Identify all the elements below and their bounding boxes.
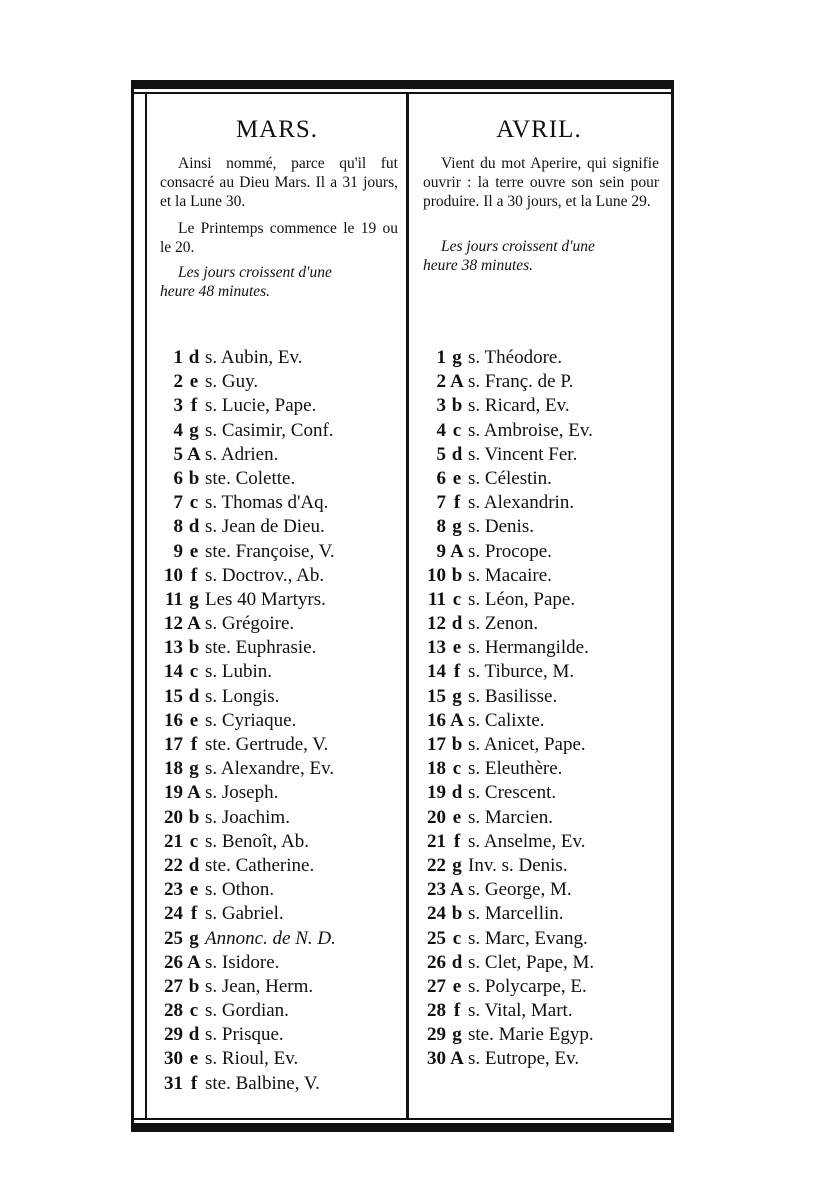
- saint-name: s. Basilisse.: [468, 685, 558, 707]
- calendar-day-row: [150, 709, 404, 733]
- calendar-day-row: [150, 757, 404, 781]
- calendar-day-row: [413, 612, 665, 636]
- saint-name: ste. Françoise, V.: [205, 540, 335, 562]
- march-daylength-line1: Les jours croissent d'une: [178, 264, 332, 281]
- dominical-letter: b: [188, 806, 200, 828]
- calendar-day-row: [413, 540, 665, 564]
- dominical-letter: b: [451, 734, 463, 755]
- calendar-day-row: [150, 806, 404, 830]
- calendar-day-row: [150, 515, 404, 539]
- day-number: 5: [173, 443, 183, 465]
- dominical-letter: f: [453, 1000, 461, 1022]
- saint-name: Annonc. de N. D.: [205, 927, 336, 949]
- saint-name: s. Hermangilde.: [468, 637, 589, 659]
- day-number: 23: [427, 879, 446, 901]
- saint-name: s. Thomas d'Aq.: [205, 492, 329, 514]
- day-number: 24: [164, 903, 183, 925]
- day-number: 6: [436, 467, 446, 489]
- day-number: 16: [427, 709, 446, 731]
- saint-name: s. Lucie, Pape.: [205, 395, 317, 417]
- day-number: 30: [164, 1048, 183, 1070]
- day-number: 22: [164, 854, 183, 876]
- dominical-letter: d: [451, 613, 463, 635]
- dominical-letter: g: [452, 685, 462, 707]
- day-number: 26: [164, 951, 183, 973]
- day-number: 11: [165, 588, 183, 610]
- calendar-day-row: [150, 1023, 404, 1047]
- dominical-letter: b: [451, 564, 463, 586]
- calendar-day-row: [150, 830, 404, 854]
- saint-name: s. Marc, Evang.: [468, 927, 588, 949]
- saint-name: ste. Gertrude, V.: [205, 734, 329, 755]
- day-number: 23: [164, 879, 183, 901]
- day-number: 8: [436, 516, 446, 538]
- calendar-day-row: [150, 999, 404, 1023]
- day-number: 20: [164, 806, 183, 828]
- day-number: 10: [427, 564, 446, 586]
- day-number: 26: [427, 951, 446, 973]
- dominical-letter: A: [450, 540, 464, 562]
- saint-name: s. Prisque.: [205, 1024, 284, 1046]
- month-title-april: AVRIL.: [496, 116, 582, 143]
- calendar-day-row: [413, 830, 665, 854]
- calendar-day-row: [413, 927, 665, 951]
- calendar-day-row: [413, 685, 665, 709]
- day-number: 15: [427, 685, 446, 707]
- dominical-letter: c: [189, 492, 199, 514]
- calendar-day-row: [413, 951, 665, 975]
- day-number: 25: [427, 927, 446, 949]
- day-number: 9: [173, 540, 183, 562]
- saint-name: s. Vincent Fer.: [468, 443, 578, 465]
- dominical-letter: A: [187, 951, 201, 973]
- saint-name: s. George, M.: [468, 879, 572, 901]
- calendar-day-row: [150, 467, 404, 491]
- calendar-day-row: [150, 491, 404, 515]
- calendar-day-row: [413, 491, 665, 515]
- day-number: 7: [173, 492, 183, 514]
- day-number: 4: [173, 419, 183, 441]
- dominical-letter: b: [188, 637, 200, 659]
- day-number: 4: [436, 419, 446, 441]
- dominical-letter: e: [189, 540, 199, 562]
- day-number: 19: [164, 782, 183, 804]
- day-number: 8: [173, 516, 183, 538]
- saint-name: s. Franç. de P.: [468, 371, 574, 393]
- saint-name: s. Adrien.: [205, 443, 279, 465]
- calendar-day-row: [413, 999, 665, 1023]
- calendar-day-row: [413, 346, 665, 370]
- saint-name: Inv. s. Denis.: [468, 854, 568, 876]
- saint-name: s. Eutrope, Ev.: [468, 1048, 580, 1070]
- day-number: 21: [427, 830, 446, 852]
- day-number: 20: [427, 806, 446, 828]
- day-number: 1: [436, 347, 446, 368]
- saint-name: s. Cyriaque.: [205, 709, 297, 731]
- saint-name: s. Anselme, Ev.: [468, 830, 586, 852]
- saint-name: s. Jean de Dieu.: [205, 516, 325, 538]
- saint-name: s. Gabriel.: [205, 903, 284, 925]
- calendar-day-row: [150, 394, 404, 418]
- day-number: 19: [427, 782, 446, 804]
- saint-name: s. Marcellin.: [468, 903, 564, 925]
- day-number: 30: [427, 1048, 446, 1070]
- saint-name: ste. Balbine, V.: [205, 1072, 320, 1094]
- calendar-day-row: [150, 636, 404, 660]
- calendar-day-row: [150, 612, 404, 636]
- calendar-day-row: [413, 1047, 665, 1071]
- saint-name: s. Benoît, Ab.: [205, 830, 309, 852]
- march-intro: [150, 154, 404, 257]
- day-number: 5: [436, 443, 446, 465]
- dominical-letter: g: [452, 516, 462, 538]
- day-number: 22: [427, 854, 446, 876]
- april-daylength-line2: heure 38 minutes.: [423, 257, 534, 274]
- saint-name: s. Macaire.: [468, 564, 552, 586]
- saint-name: s. Calixte.: [468, 709, 545, 731]
- saint-name: s. Grégoire.: [205, 613, 295, 635]
- calendar-day-row: [413, 588, 665, 612]
- dominical-letter: f: [190, 395, 198, 417]
- dominical-letter: d: [451, 443, 463, 465]
- dominical-letter: b: [188, 975, 200, 997]
- saint-name: s. Polycarpe, E.: [468, 975, 587, 997]
- day-number: 16: [164, 709, 183, 731]
- dominical-letter: g: [452, 854, 462, 876]
- dominical-letter: e: [452, 975, 462, 997]
- day-number: 13: [427, 637, 446, 659]
- month-title-march: MARS.: [235, 116, 319, 143]
- april-intro: [413, 154, 665, 211]
- day-number: 11: [428, 588, 446, 610]
- saint-name: s. Alexandrin.: [468, 492, 575, 514]
- dominical-letter: c: [189, 830, 199, 852]
- saint-name: s. Jean, Herm.: [205, 975, 314, 997]
- dominical-letter: e: [189, 371, 199, 393]
- saint-name: s. Crescent.: [468, 782, 557, 804]
- day-number: 27: [164, 975, 183, 997]
- april-days-list: [413, 346, 665, 1072]
- saint-name: s. Clet, Pape, M.: [468, 951, 595, 973]
- calendar-day-row: [150, 564, 404, 588]
- saint-name: Les 40 Martyrs.: [205, 588, 326, 610]
- day-number: 15: [164, 685, 183, 707]
- inner-left-rule: [145, 94, 147, 1118]
- calendar-day-row: [150, 951, 404, 975]
- day-number: 18: [164, 758, 183, 780]
- day-number: 10: [164, 564, 183, 586]
- calendar-day-row: [413, 467, 665, 491]
- calendar-day-row: [150, 975, 404, 999]
- saint-name: ste. Marie Egyp.: [468, 1024, 594, 1046]
- dominical-letter: c: [189, 1000, 199, 1022]
- day-number: 14: [427, 661, 446, 683]
- dominical-letter: g: [452, 347, 462, 368]
- dominical-letter: c: [189, 661, 199, 683]
- calendar-day-row: [150, 854, 404, 878]
- saint-name: s. Isidore.: [205, 951, 280, 973]
- april-daylength: [413, 237, 665, 275]
- calendar-day-row: [413, 564, 665, 588]
- day-number: 2: [436, 371, 446, 393]
- dominical-letter: g: [189, 419, 199, 441]
- day-number: 27: [427, 975, 446, 997]
- saint-name: s. Longis.: [205, 685, 280, 707]
- april-daylength-line1: Les jours croissent d'une: [441, 238, 595, 255]
- dominical-letter: A: [450, 879, 464, 901]
- calendar-day-row: [150, 660, 404, 684]
- dominical-letter: d: [451, 951, 463, 973]
- day-number: 28: [164, 1000, 183, 1022]
- dominical-letter: c: [452, 588, 462, 610]
- dominical-letter: b: [451, 903, 463, 925]
- dominical-letter: f: [190, 564, 198, 586]
- calendar-day-row: [413, 757, 665, 781]
- saint-name: s. Joseph.: [205, 782, 279, 804]
- calendar-day-row: [413, 660, 665, 684]
- saint-name: s. Rioul, Ev.: [205, 1048, 299, 1070]
- calendar-day-row: [413, 515, 665, 539]
- dominical-letter: d: [188, 685, 200, 707]
- calendar-day-row: [413, 419, 665, 443]
- day-number: 3: [436, 395, 446, 417]
- calendar-day-row: [150, 419, 404, 443]
- dominical-letter: e: [189, 709, 199, 731]
- bottom-border-thick: [131, 1123, 674, 1132]
- dominical-letter: f: [190, 734, 198, 755]
- calendar-day-row: [150, 370, 404, 394]
- saint-name: s. Denis.: [468, 516, 534, 538]
- day-number: 18: [427, 758, 446, 780]
- calendar-day-row: [150, 902, 404, 926]
- april-column: [413, 94, 665, 1070]
- saint-name: ste. Catherine.: [205, 854, 315, 876]
- dominical-letter: A: [450, 371, 464, 393]
- saint-name: s. Gordian.: [205, 1000, 289, 1022]
- dominical-letter: A: [450, 1048, 464, 1070]
- calendar-day-row: [150, 878, 404, 902]
- saint-name: s. Théodore.: [468, 347, 563, 368]
- day-number: 28: [427, 1000, 446, 1022]
- calendar-day-row: [413, 394, 665, 418]
- dominical-letter: f: [453, 492, 461, 514]
- dominical-letter: c: [452, 758, 462, 780]
- dominical-letter: f: [453, 661, 461, 683]
- calendar-day-row: [413, 1023, 665, 1047]
- calendar-day-row: [150, 1047, 404, 1071]
- calendar-day-row: [413, 443, 665, 467]
- dominical-letter: b: [451, 395, 463, 417]
- calendar-day-row: [413, 709, 665, 733]
- saint-name: s. Zenon.: [468, 613, 539, 635]
- calendar-day-row: [413, 854, 665, 878]
- day-number: 24: [427, 903, 446, 925]
- day-number: 2: [173, 371, 183, 393]
- dominical-letter: c: [452, 927, 462, 949]
- calendar-day-row: [150, 781, 404, 805]
- dominical-letter: g: [189, 588, 199, 610]
- dominical-letter: d: [188, 1024, 200, 1046]
- calendar-day-row: [413, 975, 665, 999]
- day-number: 7: [436, 492, 446, 514]
- saint-name: s. Procope.: [468, 540, 552, 562]
- dominical-letter: g: [189, 927, 199, 949]
- dominical-letter: g: [189, 758, 199, 780]
- day-number: 25: [164, 927, 183, 949]
- saint-name: s. Lubin.: [205, 661, 273, 683]
- dominical-letter: e: [452, 467, 462, 489]
- calendar-day-row: [413, 636, 665, 660]
- calendar-day-row: [150, 733, 404, 757]
- day-number: 31: [164, 1072, 183, 1094]
- dominical-letter: b: [188, 467, 200, 489]
- calendar-day-row: [150, 927, 404, 951]
- day-number: 12: [427, 613, 446, 635]
- dominical-letter: e: [189, 879, 199, 901]
- saint-name: s. Aubin, Ev.: [205, 347, 303, 368]
- march-intro-text: Ainsi nommé, parce qu'il fut consacré au Dieu Mars. Il a 31 jours, et la Lune 30.: [160, 155, 398, 210]
- dominical-letter: e: [452, 806, 462, 828]
- dominical-letter: g: [452, 1024, 462, 1046]
- dominical-letter: d: [188, 854, 200, 876]
- calendar-day-row: [413, 781, 665, 805]
- day-number: 17: [427, 734, 446, 755]
- march-daylength: [150, 263, 404, 301]
- bottom-border-thin: [131, 1118, 674, 1120]
- day-number: 14: [164, 661, 183, 683]
- dominical-letter: A: [187, 782, 201, 804]
- saint-name: s. Célestin.: [468, 467, 552, 489]
- column-divider: [406, 94, 409, 1118]
- day-number: 1: [173, 347, 183, 368]
- calendar-day-row: [150, 588, 404, 612]
- day-number: 29: [427, 1024, 446, 1046]
- dominical-letter: e: [452, 637, 462, 659]
- saint-name: s. Anicet, Pape.: [468, 734, 586, 755]
- saint-name: s. Ambroise, Ev.: [468, 419, 593, 441]
- saint-name: ste. Euphrasie.: [205, 637, 317, 659]
- calendar-day-row: [413, 370, 665, 394]
- dominical-letter: d: [188, 516, 200, 538]
- saint-name: s. Eleuthère.: [468, 758, 563, 780]
- day-number: 21: [164, 830, 183, 852]
- calendar-day-row: [150, 1072, 404, 1096]
- calendar-day-row: [150, 346, 404, 370]
- calendar-day-row: [413, 902, 665, 926]
- dominical-letter: f: [453, 830, 461, 852]
- dominical-letter: c: [452, 419, 462, 441]
- saint-name: s. Marcien.: [468, 806, 553, 828]
- calendar-day-row: [150, 540, 404, 564]
- march-daylength-line2: heure 48 minutes.: [160, 283, 271, 300]
- saint-name: s. Doctrov., Ab.: [205, 564, 325, 586]
- saint-name: s. Ricard, Ev.: [468, 395, 570, 417]
- dominical-letter: A: [450, 709, 464, 731]
- saint-name: s. Casimir, Conf.: [205, 419, 334, 441]
- march-days-list: [150, 346, 404, 1096]
- dominical-letter: d: [451, 782, 463, 804]
- day-number: 9: [436, 540, 446, 562]
- calendar-day-row: [413, 733, 665, 757]
- saint-name: s. Othon.: [205, 879, 275, 901]
- saint-name: s. Alexandre, Ev.: [205, 758, 335, 780]
- spring-note: Le Printemps commence le 19 ou le 20.: [160, 220, 398, 256]
- dominical-letter: f: [190, 903, 198, 925]
- saint-name: s. Léon, Pape.: [468, 588, 576, 610]
- calendar-day-row: [150, 443, 404, 467]
- day-number: 6: [173, 467, 183, 489]
- saint-name: ste. Colette.: [205, 467, 296, 489]
- day-number: 17: [164, 734, 183, 755]
- dominical-letter: d: [188, 347, 200, 368]
- dominical-letter: A: [187, 613, 201, 635]
- saint-name: s. Vital, Mart.: [468, 1000, 573, 1022]
- calendar-day-row: [150, 685, 404, 709]
- saint-name: s. Tiburce, M.: [468, 661, 575, 683]
- dominical-letter: f: [190, 1072, 198, 1094]
- april-intro-text: Vient du mot Aperire, qui signifie ouvrir : la terre ouvre son sein pour produire. Il a 30 jours, et la Lune 29.: [423, 155, 659, 210]
- dominical-letter: A: [187, 443, 201, 465]
- saint-name: s. Guy.: [205, 371, 259, 393]
- day-number: 13: [164, 637, 183, 659]
- day-number: 12: [164, 613, 183, 635]
- saint-name: s. Joachim.: [205, 806, 290, 828]
- dominical-letter: e: [189, 1048, 199, 1070]
- day-number: 29: [164, 1024, 183, 1046]
- calendar-day-row: [413, 878, 665, 902]
- day-number: 3: [173, 395, 183, 417]
- calendar-day-row: [413, 806, 665, 830]
- march-column: [150, 94, 404, 1094]
